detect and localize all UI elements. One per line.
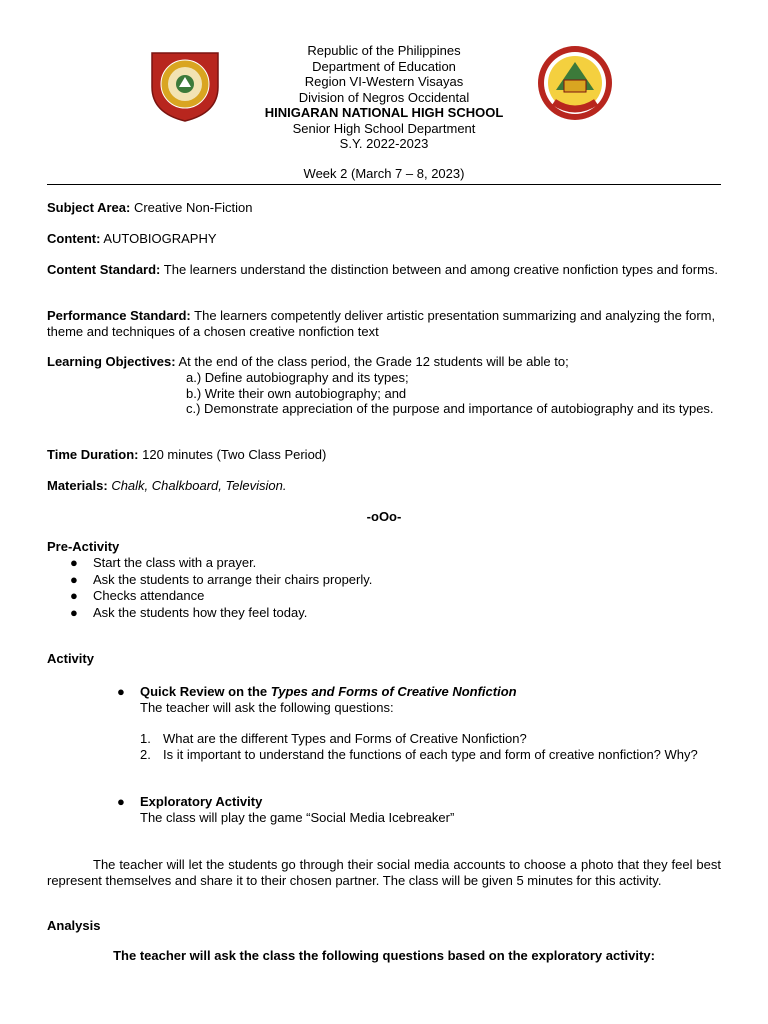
subject-area (47, 200, 721, 216)
performance-standard (47, 308, 721, 340)
analysis-instruction: The teacher will ask the class the following questions based on the exploratory activity: (113, 948, 655, 963)
materials-label: Materials: (47, 478, 108, 493)
activity-heading: Activity (47, 651, 94, 666)
bullet-icon: ● (117, 684, 125, 699)
pre-activity-heading: Pre-Activity (47, 539, 120, 554)
header-region: Region VI-Western Visayas (304, 74, 464, 89)
bullet-icon: ● (70, 604, 78, 620)
school-year: S.Y. 2022-2023 (339, 136, 429, 151)
materials (47, 478, 721, 494)
time-duration (47, 447, 721, 463)
list-item: ● Checks attendance (70, 588, 205, 603)
objectives-label: Learning Objectives: (47, 354, 176, 369)
header-division: Division of Negros Occidental (298, 89, 470, 105)
content (47, 231, 721, 247)
materials-value: Chalk, Chalkboard, Television. (107, 478, 287, 493)
question-number: 2. (140, 747, 151, 762)
exploratory-description: The class will play the game “Social Media Icebreaker” (140, 810, 455, 825)
pre-activity-list (70, 555, 670, 621)
question-text: Is it important to understand the functions of each type and form of creative nonfiction? Why? (163, 747, 698, 762)
bullet-icon: ● (70, 571, 78, 587)
header-country: Republic of the Philippines (307, 43, 461, 58)
school-name: HINIGARAN NATIONAL HIGH SCHOOL (264, 105, 504, 120)
activity-paragraph: The teacher will let the students go through their social media accounts to choose a photo that they feel best represent themselves and share it to their chosen partner. The class will be given 5 minutes for this activity. (47, 857, 721, 888)
content-standard (47, 262, 721, 278)
content-standard-value: The learners understand the distinction between and among creative nonfiction types and forms. (160, 262, 719, 277)
question-text: What are the different Types and Forms of Creative Nonfiction? (163, 731, 527, 746)
content-label: Content: (47, 231, 101, 246)
list-item: ● Start the class with a prayer. (70, 555, 257, 570)
objective-item: b.) Write their own autobiography; and (186, 386, 407, 401)
list-item: ● Ask the students to arrange their chairs properly. (70, 571, 373, 587)
quick-review-title: Quick Review on the Types and Forms of Creative Nonfiction (140, 684, 517, 699)
document-header (0, 43, 768, 152)
learning-objectives (47, 354, 721, 370)
content-value: AUTOBIOGRAPHY (100, 231, 217, 246)
content-standard-label: Content Standard: (47, 262, 161, 277)
section-separator: -oOo- (366, 509, 402, 524)
question-number: 1. (140, 731, 151, 746)
time-value: 120 minutes (Two Class Period) (138, 447, 327, 462)
week-line: Week 2 (March 7 – 8, 2023) (303, 166, 465, 181)
quick-review-description: The teacher will ask the following questions: (140, 700, 394, 715)
header-department: Department of Education (312, 58, 456, 74)
school-department: Senior High School Department (292, 120, 476, 136)
bullet-icon: ● (70, 555, 78, 570)
bullet-icon: ● (70, 588, 78, 603)
header-divider (47, 184, 721, 185)
exploratory-title: Exploratory Activity (140, 794, 263, 809)
analysis-heading: Analysis (47, 918, 101, 933)
objectives-intro: At the end of the class period, the Grade 12 students will be able to; (175, 354, 569, 369)
bullet-icon: ● (117, 794, 125, 809)
objective-item: a.) Define autobiography and its types; (186, 370, 409, 385)
objective-item: c.) Demonstrate appreciation of the purpose and importance of autobiography and its types. (186, 401, 714, 416)
time-label: Time Duration: (47, 447, 139, 462)
performance-standard-value: The learners competently deliver artistic presentation summarizing and analyzing the form, theme and techniques of a chosen creative nonfiction text (47, 308, 716, 339)
subject-label: Subject Area: (47, 200, 131, 215)
list-item: ● Ask the students how they feel today. (70, 604, 308, 620)
performance-standard-label: Performance Standard: (47, 308, 191, 323)
subject-value: Creative Non-Fiction (130, 200, 253, 215)
